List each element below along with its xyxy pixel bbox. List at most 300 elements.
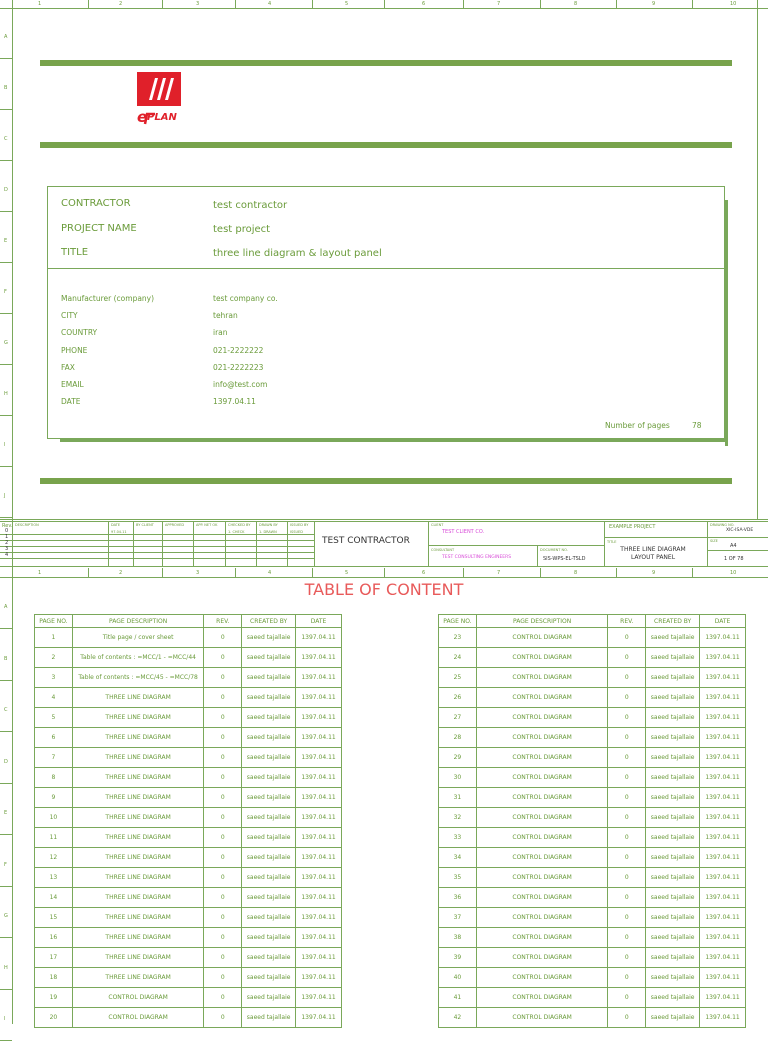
toc-cell: CONTROL DIAGRAM — [476, 688, 607, 708]
toc-cell: 0 — [204, 948, 242, 968]
toc-row — [35, 728, 342, 748]
toc-cell: 1397.04.11 — [296, 988, 342, 1008]
toc-cell: saeed tajallaie — [646, 848, 700, 868]
title-label: TITLE — [61, 247, 89, 258]
toc-cell: 1397.04.11 — [700, 768, 746, 788]
toc-cell: saeed tajallaie — [242, 708, 296, 728]
detail-label: Manufacturer (company) — [61, 294, 155, 303]
ruler-separator — [540, 0, 541, 9]
toc-cell: 1397.04.11 — [700, 728, 746, 748]
ruler-row-letter: J — [4, 493, 6, 499]
rev-col-line — [133, 521, 134, 567]
toc-cell: 1397.04.11 — [700, 968, 746, 988]
toc-cell: CONTROL DIAGRAM — [72, 1008, 203, 1028]
toc-row — [35, 788, 342, 808]
toc-cell: 0 — [608, 908, 646, 928]
rev-header-cell: DATE — [111, 523, 121, 527]
info-box-divider — [47, 268, 725, 269]
rev-row0-cell: 1. DRAWN — [259, 530, 277, 534]
ruler-column-number: 4 — [268, 570, 272, 576]
toc-cell: saeed tajallaie — [242, 908, 296, 928]
toc-cell: 1 — [35, 628, 73, 648]
toc-cell: 0 — [608, 788, 646, 808]
toc-cell: 6 — [35, 728, 73, 748]
toc-row — [439, 888, 746, 908]
ruler-row-letter: G — [4, 913, 8, 919]
ruler-separator — [235, 0, 236, 9]
title-block-hline1 — [428, 545, 604, 546]
toc-cell: CONTROL DIAGRAM — [476, 908, 607, 928]
detail-value: 1397.04.11 — [213, 397, 256, 407]
ruler-column-number: 3 — [196, 570, 200, 576]
ruler-row-letter: F — [4, 861, 7, 868]
toc-cell: 1397.04.11 — [296, 628, 342, 648]
ruler-row-separator — [0, 364, 12, 365]
toc-row — [35, 848, 342, 868]
ruler-row-separator — [0, 834, 12, 835]
ruler-separator — [235, 568, 236, 578]
tb-title-line2: LAYOUT PANEL — [630, 554, 676, 561]
toc-cell: CONTROL DIAGRAM — [476, 828, 607, 848]
toc-row — [439, 948, 746, 968]
ruler-column-number: 5 — [345, 1, 349, 7]
toc-cell: saeed tajallaie — [242, 808, 296, 828]
ruler-row-separator — [0, 466, 12, 467]
rev-row0-cell: ISSUED — [290, 530, 303, 534]
toc-cell: saeed tajallaie — [646, 888, 700, 908]
toc-cell: 0 — [204, 888, 242, 908]
toc-row — [35, 748, 342, 768]
toc-cell: saeed tajallaie — [242, 728, 296, 748]
toc-row — [439, 748, 746, 768]
toc-cell: saeed tajallaie — [646, 948, 700, 968]
tb-contractor: TEST CONTRACTOR — [322, 536, 410, 546]
toc-cell: THREE LINE DIAGRAM — [72, 928, 203, 948]
rev-row-line — [0, 558, 314, 559]
toc-title: TABLE OF CONTENT — [304, 580, 464, 599]
title-block-sep2 — [428, 521, 429, 567]
toc-cell: 1397.04.11 — [296, 728, 342, 748]
toc-table-right — [438, 614, 746, 1028]
toc-cell: THREE LINE DIAGRAM — [72, 848, 203, 868]
toc-cell: 1397.04.11 — [296, 948, 342, 968]
toc-cell: CONTROL DIAGRAM — [476, 988, 607, 1008]
toc-row — [35, 908, 342, 928]
rev-row-line — [0, 546, 314, 547]
toc-cell: THREE LINE DIAGRAM — [72, 788, 203, 808]
rev-row-line — [0, 540, 314, 541]
project-name-value: test project — [213, 224, 271, 235]
toc-table-left — [34, 614, 342, 1028]
ruler-separator — [312, 568, 313, 578]
rev-header-cell: APP. NET OK — [196, 523, 218, 527]
toc-cell: 0 — [204, 728, 242, 748]
toc-cell: saeed tajallaie — [646, 1008, 700, 1028]
toc-cell: 35 — [439, 868, 477, 888]
ruler-row-letter: D — [4, 758, 8, 765]
toc-cell: 0 — [608, 688, 646, 708]
rev-row0-cell: 97.04.11 — [111, 530, 127, 534]
toc-cell: 9 — [35, 788, 73, 808]
toc-cell: 0 — [204, 868, 242, 888]
toc-cell: 0 — [608, 928, 646, 948]
toc-cell: 1397.04.11 — [700, 908, 746, 928]
toc-cell: CONTROL DIAGRAM — [476, 788, 607, 808]
toc-cell: 0 — [204, 968, 242, 988]
ruler-row-letter: B — [4, 655, 8, 662]
toc-row — [439, 828, 746, 848]
toc-header-cell: PAGE NO. — [35, 615, 73, 628]
toc-cell: CONTROL DIAGRAM — [476, 848, 607, 868]
toc-cell: 0 — [608, 1008, 646, 1028]
ruler-row-separator — [0, 160, 12, 161]
tb-sheet: 1 OF 78 — [724, 556, 744, 562]
toc-header-cell: REV. — [608, 615, 646, 628]
toc-cell: saeed tajallaie — [242, 948, 296, 968]
toc-cell: 1397.04.11 — [296, 928, 342, 948]
toc-cell: 1397.04.11 — [700, 1008, 746, 1028]
bottom-green-bar — [40, 478, 732, 484]
toc-cell: saeed tajallaie — [242, 868, 296, 888]
ruler-row-letter: G — [4, 340, 8, 346]
title-block-sep3 — [537, 545, 538, 567]
toc-cell: 1397.04.11 — [296, 1008, 342, 1028]
title-block-bottom — [0, 566, 768, 567]
toc-cell: saeed tajallaie — [242, 848, 296, 868]
toc-cell: 0 — [608, 968, 646, 988]
middle-green-bar — [40, 142, 732, 148]
rev-header-cell: APPROVED — [165, 523, 185, 527]
toc-cell: 0 — [608, 648, 646, 668]
toc-cell: 1397.04.11 — [296, 968, 342, 988]
toc-cell: CONTROL DIAGRAM — [476, 868, 607, 888]
toc-row — [439, 808, 746, 828]
toc-cell: 0 — [204, 928, 242, 948]
info-box-shadow-right — [725, 200, 728, 446]
ruler-column-number: 2 — [119, 1, 123, 7]
toc-cell: 20 — [35, 1008, 73, 1028]
info-box-shadow-bottom — [60, 439, 728, 442]
toc-cell: THREE LINE DIAGRAM — [72, 748, 203, 768]
toc-cell: 1397.04.11 — [296, 668, 342, 688]
toc-cell: 1397.04.11 — [296, 648, 342, 668]
toc-row — [35, 688, 342, 708]
toc-cell: 24 — [439, 648, 477, 668]
ruler-separator — [162, 568, 163, 578]
toc-row — [35, 948, 342, 968]
toc-header-cell: CREATED BY — [242, 615, 296, 628]
toc-cell: 37 — [439, 908, 477, 928]
toc-cell: 0 — [204, 828, 242, 848]
top-sheet-bottom-line — [0, 519, 768, 520]
toc-cell: 15 — [35, 908, 73, 928]
eplan-logo — [137, 72, 181, 132]
rev-header-cell: DRAWN BY — [259, 523, 278, 527]
toc-cell: saeed tajallaie — [242, 688, 296, 708]
toc-cell: 0 — [608, 748, 646, 768]
ruler-column-number: 9 — [652, 570, 656, 576]
toc-cell: Table of contents : =MCC/45 - =MCC/78 — [72, 668, 203, 688]
detail-value: test company co. — [213, 294, 278, 303]
eplan-logo-text: PLAN — [147, 112, 177, 123]
toc-header-cell: PAGE NO. — [439, 615, 477, 628]
tb-project: EXAMPLE PROJECT — [609, 524, 656, 530]
toc-cell: saeed tajallaie — [242, 628, 296, 648]
toc-cell: 1397.04.11 — [700, 828, 746, 848]
toc-cell: 1397.04.11 — [700, 868, 746, 888]
toc-cell: saeed tajallaie — [646, 768, 700, 788]
toc-cell: 0 — [204, 668, 242, 688]
toc-cell: CONTROL DIAGRAM — [476, 768, 607, 788]
toc-cell: saeed tajallaie — [242, 748, 296, 768]
ruler-row-separator — [0, 731, 12, 732]
toc-cell: 1397.04.11 — [700, 668, 746, 688]
ruler-row-letter: H — [4, 391, 8, 397]
tb-client: TEST CLIENT CO. — [442, 529, 485, 535]
toc-header-cell: DATE — [296, 615, 342, 628]
toc-cell: 1397.04.11 — [296, 888, 342, 908]
toc-cell: 0 — [204, 988, 242, 1008]
toc-cell: saeed tajallaie — [646, 648, 700, 668]
toc-cell: 11 — [35, 828, 73, 848]
rev-col-line — [193, 521, 194, 567]
ruler-row-letter: B — [4, 85, 8, 91]
toc-cell: 7 — [35, 748, 73, 768]
toc-cell: 38 — [439, 928, 477, 948]
toc-row — [439, 628, 746, 648]
title-block-sep4 — [604, 521, 605, 567]
rev-col-line — [162, 521, 163, 567]
toc-cell: CONTROL DIAGRAM — [476, 1008, 607, 1028]
toc-row — [35, 708, 342, 728]
ruler-separator — [463, 0, 464, 9]
toc-cell: saeed tajallaie — [646, 688, 700, 708]
toc-cell: 10 — [35, 808, 73, 828]
rev-header-cell: CHECKED BY — [228, 523, 251, 527]
toc-header-cell: DATE — [700, 615, 746, 628]
detail-label: DATE — [61, 397, 81, 407]
toc-cell: 0 — [608, 808, 646, 828]
toc-cell: saeed tajallaie — [646, 668, 700, 688]
rev-col-line — [287, 521, 288, 567]
toc-row — [439, 968, 746, 988]
ruler-separator — [384, 568, 385, 578]
toc-cell: 1397.04.11 — [296, 708, 342, 728]
toc-cell: 13 — [35, 868, 73, 888]
toc-cell: 28 — [439, 728, 477, 748]
toc-cell: 3 — [35, 668, 73, 688]
toc-cell: saeed tajallaie — [242, 828, 296, 848]
toc-cell: 1397.04.11 — [700, 808, 746, 828]
toc-cell: CONTROL DIAGRAM — [72, 988, 203, 1008]
toc-cell: THREE LINE DIAGRAM — [72, 968, 203, 988]
rev-row-number: 2 — [5, 540, 9, 546]
ruler-row-separator — [0, 989, 12, 990]
ruler-row-letter: E — [4, 238, 8, 244]
rev-row-line — [0, 534, 314, 535]
ruler-column-number: 5 — [345, 570, 349, 576]
toc-cell: 1397.04.11 — [296, 908, 342, 928]
ruler-row-letter: E — [4, 810, 8, 816]
toc-row — [35, 808, 342, 828]
toc-cell: 19 — [35, 988, 73, 1008]
toc-row — [35, 668, 342, 688]
toc-cell: 1397.04.11 — [296, 828, 342, 848]
toc-row — [439, 728, 746, 748]
toc-cell: CONTROL DIAGRAM — [476, 648, 607, 668]
contractor-value: test contractor — [213, 200, 288, 211]
toc-cell: saeed tajallaie — [646, 908, 700, 928]
rev-header-cell: DESCRIPTION — [15, 523, 39, 527]
toc-cell: 0 — [204, 848, 242, 868]
ruler-column-number: 3 — [196, 1, 200, 7]
toc-cell: 39 — [439, 948, 477, 968]
toc-cell: 1397.04.11 — [296, 748, 342, 768]
toc-cell: saeed tajallaie — [242, 928, 296, 948]
toc-cell: 0 — [204, 908, 242, 928]
toc-row — [35, 868, 342, 888]
left-margin-line — [12, 0, 13, 1024]
toc-cell: 1397.04.11 — [296, 808, 342, 828]
toc-cell: 12 — [35, 848, 73, 868]
ruler-row-separator — [0, 517, 12, 518]
toc-header-cell: PAGE DESCRIPTION — [476, 615, 607, 628]
detail-value: 021-2222222 — [213, 345, 264, 355]
rev-row-line — [0, 552, 314, 553]
rev-row-number: 4 — [5, 552, 9, 558]
rev-col-line — [314, 521, 315, 567]
toc-row — [439, 688, 746, 708]
toc-row — [35, 768, 342, 788]
detail-value: 021-2222223 — [213, 362, 264, 372]
toc-cell: 0 — [608, 988, 646, 1008]
eplan-logo-e: e — [137, 108, 148, 126]
toc-cell: 0 — [204, 1008, 242, 1028]
tb-consultant-label: CONSULTANT — [431, 548, 455, 552]
ruler-column-number: 10 — [730, 570, 737, 576]
detail-value: tehran — [213, 311, 238, 321]
toc-row — [439, 708, 746, 728]
toc-cell: CONTROL DIAGRAM — [476, 928, 607, 948]
toc-row — [439, 788, 746, 808]
title-block-sep5 — [707, 521, 708, 567]
tb-title-label: TITLE — [607, 540, 617, 544]
toc-cell: 0 — [608, 848, 646, 868]
ruler-column-number: 8 — [574, 1, 578, 7]
toc-cell: 0 — [204, 648, 242, 668]
toc-cell: 26 — [439, 688, 477, 708]
right-margin-line — [757, 0, 758, 520]
ruler-column-number: 7 — [497, 570, 501, 576]
ruler-separator — [692, 568, 693, 578]
toc-cell: 1397.04.11 — [700, 688, 746, 708]
toc-cell: saeed tajallaie — [242, 888, 296, 908]
toc-cell: saeed tajallaie — [646, 628, 700, 648]
ruler-separator — [692, 0, 693, 9]
toc-row — [439, 928, 746, 948]
toc-row — [35, 1008, 342, 1028]
toc-cell: 36 — [439, 888, 477, 908]
toc-header-row — [35, 615, 342, 628]
toc-cell: 1397.04.11 — [700, 788, 746, 808]
tb-doc-label: DOCUMENT NO. — [540, 548, 568, 552]
contractor-label: CONTRACTOR — [61, 198, 131, 209]
ruler-column-number: 6 — [422, 570, 426, 576]
number-of-pages-label: Number of pages — [605, 421, 670, 430]
ruler-column-number: 10 — [730, 1, 737, 7]
title-block-top — [0, 521, 768, 522]
toc-header-cell: PAGE DESCRIPTION — [72, 615, 203, 628]
toc-cell: 0 — [608, 708, 646, 728]
title-block-hline3 — [707, 550, 768, 551]
toc-cell: THREE LINE DIAGRAM — [72, 868, 203, 888]
toc-cell: saeed tajallaie — [646, 928, 700, 948]
toc-row — [439, 768, 746, 788]
ruler-row-separator — [0, 783, 12, 784]
ruler-row-separator — [0, 415, 12, 416]
toc-row — [35, 968, 342, 988]
rev-row-number: 0 — [5, 528, 9, 534]
ruler-separator — [88, 568, 89, 578]
toc-cell: 4 — [35, 688, 73, 708]
toc-cell: 0 — [608, 728, 646, 748]
toc-cell: 1397.04.11 — [700, 948, 746, 968]
toc-header-row — [439, 615, 746, 628]
ruler-row-separator — [0, 886, 12, 887]
ruler-row-separator — [0, 628, 12, 629]
toc-cell: CONTROL DIAGRAM — [476, 968, 607, 988]
ruler-separator — [463, 568, 464, 578]
title-block-hline2 — [604, 537, 768, 538]
toc-cell: 29 — [439, 748, 477, 768]
toc-cell: Title page / cover sheet — [72, 628, 203, 648]
toc-cell: 1397.04.11 — [296, 868, 342, 888]
ruler-row-separator — [0, 109, 12, 110]
toc-cell: CONTROL DIAGRAM — [476, 708, 607, 728]
toc-cell: saeed tajallaie — [242, 988, 296, 1008]
toc-cell: 0 — [608, 948, 646, 968]
toc-cell: 16 — [35, 928, 73, 948]
toc-cell: 0 — [204, 748, 242, 768]
toc-cell: 40 — [439, 968, 477, 988]
ruler-separator — [162, 0, 163, 9]
ruler-column-number: 9 — [652, 1, 656, 7]
ruler-row-separator — [0, 313, 12, 314]
toc-cell: THREE LINE DIAGRAM — [72, 908, 203, 928]
toc-row — [439, 668, 746, 688]
detail-value: info@test.com — [213, 380, 268, 389]
toc-cell: 1397.04.11 — [700, 888, 746, 908]
rev-header-cell: ISSUED BY — [290, 523, 309, 527]
toc-header-cell: CREATED BY — [646, 615, 700, 628]
toc-cell: THREE LINE DIAGRAM — [72, 708, 203, 728]
toc-cell: 0 — [608, 868, 646, 888]
tb-size: A4 — [730, 543, 737, 549]
toc-row — [439, 848, 746, 868]
toc-cell: 25 — [439, 668, 477, 688]
toc-cell: 0 — [608, 768, 646, 788]
toc-cell: saeed tajallaie — [646, 988, 700, 1008]
detail-label: PHONE — [61, 345, 88, 355]
toc-cell: 1397.04.11 — [700, 928, 746, 948]
toc-cell: CONTROL DIAGRAM — [476, 948, 607, 968]
toc-cell: THREE LINE DIAGRAM — [72, 808, 203, 828]
detail-label: EMAIL — [61, 380, 84, 389]
toc-cell: CONTROL DIAGRAM — [476, 668, 607, 688]
toc-cell: 0 — [204, 688, 242, 708]
toc-cell: 1397.04.11 — [700, 848, 746, 868]
toc-row — [35, 928, 342, 948]
